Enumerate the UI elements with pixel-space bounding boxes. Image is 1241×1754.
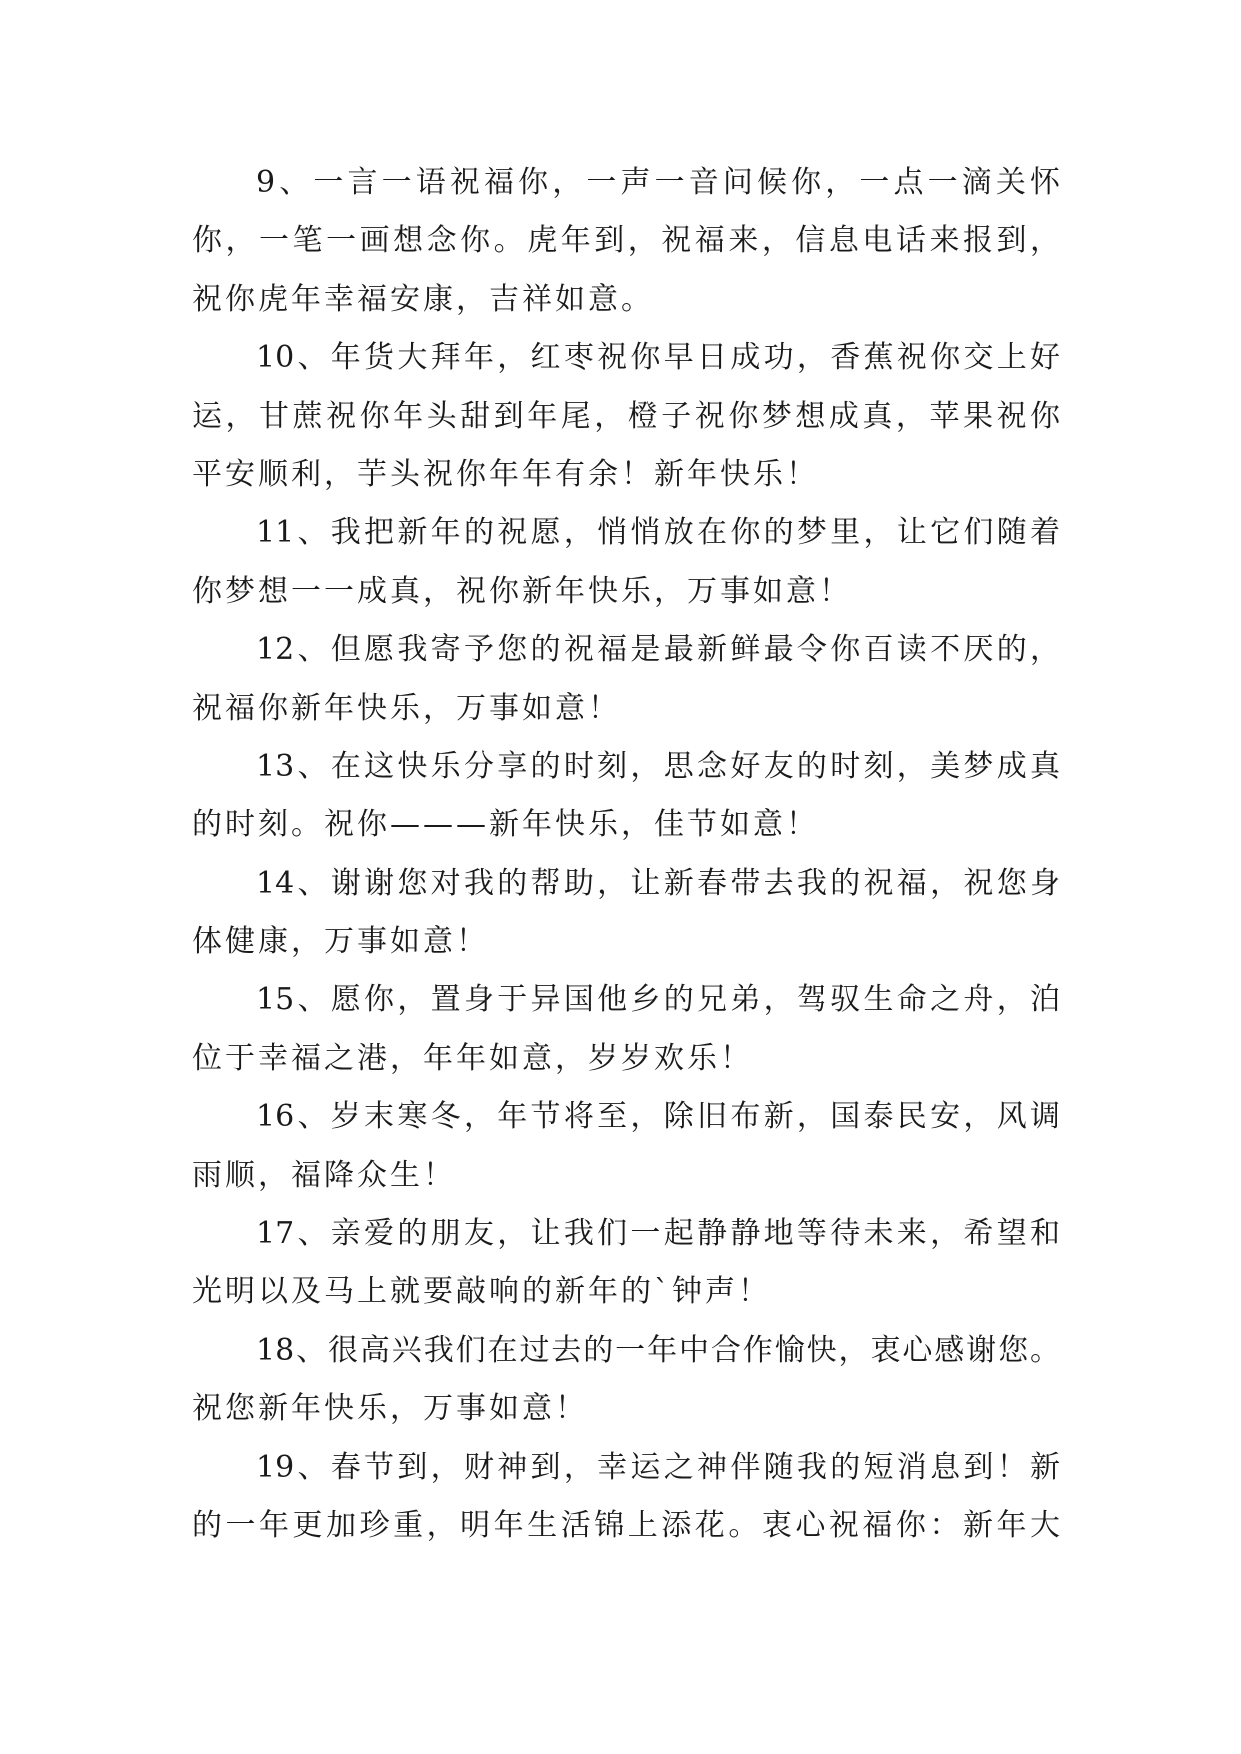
paragraph-16 [192,1088,1060,1205]
text-line: 光明以及马上就要敲响的新年的`钟声！ [192,1274,771,1310]
paragraph-11 [192,504,1060,621]
text-line: 19、春节到，财神到，幸运之神伴随我的短消息到！新 [256,1449,1060,1485]
text-line: 11、我把新年的祝愿，悄悄放在你的梦里，让它们随着 [256,515,1060,551]
text-line: 9、一言一语祝福你，一声一音问候你，一点一滴关怀 [256,165,1060,200]
text-line: 17、亲爱的朋友，让我们一起静静地等待未来，希望和 [256,1216,1060,1252]
text-line: 18、很高兴我们在过去的一年中合作愉快，衷心感谢您。 [256,1332,1060,1368]
text-line: 15、愿你，置身于异国他乡的兄弟，驾驭生命之舟，泊 [256,982,1060,1018]
paragraph-17 [192,1205,1060,1322]
paragraph-14 [192,855,1060,972]
text-line: 雨顺，福降众生！ [192,1157,456,1193]
paragraph-10 [192,329,1060,504]
paragraph-9 [192,154,1060,329]
text-line: 10、年货大拜年，红枣祝你早日成功，香蕉祝你交上好 [256,340,1060,376]
text-line: 你梦想一一成真，祝你新年快乐，万事如意！ [192,573,852,609]
text-line: 13、在这快乐分享的时刻，思念好友的时刻，美梦成真 [256,748,1060,784]
text-line: 14、谢谢您对我的帮助，让新春带去我的祝福，祝您身 [256,865,1060,901]
text-line: 祝您新年快乐，万事如意！ [192,1391,588,1427]
text-line: 的时刻。祝你———新年快乐，佳节如意！ [192,807,819,843]
text-line: 的一年更加珍重，明年生活锦上添花。衷心祝福你：新年大 [192,1507,1060,1543]
paragraph-15 [192,971,1060,1088]
text-line: 你，一笔一画想念你。虎年到，祝福来，信息电话来报到， [192,223,1060,259]
text-line: 祝你虎年幸福安康，吉祥如意。 [192,281,654,317]
paragraph-12 [192,621,1060,738]
text-line: 运，甘蔗祝你年头甜到年尾，橙子祝你梦想成真，苹果祝你 [192,398,1060,434]
text-line: 平安顺利，芋头祝你年年有余！新年快乐！ [192,456,819,492]
text-line: 16、岁末寒冬，年节将至，除旧布新，国泰民安，风调 [256,1099,1060,1135]
paragraph-18 [192,1322,1060,1439]
text-line: 祝福你新年快乐，万事如意！ [192,690,621,726]
paragraph-19 [192,1439,1060,1556]
text-line: 体健康，万事如意！ [192,924,489,960]
text-line: 12、但愿我寄予您的祝福是最新鲜最令你百读不厌的， [256,632,1060,668]
paragraph-13 [192,738,1060,855]
text-line: 位于幸福之港，年年如意，岁岁欢乐！ [192,1040,753,1076]
document-body [192,154,1060,1555]
